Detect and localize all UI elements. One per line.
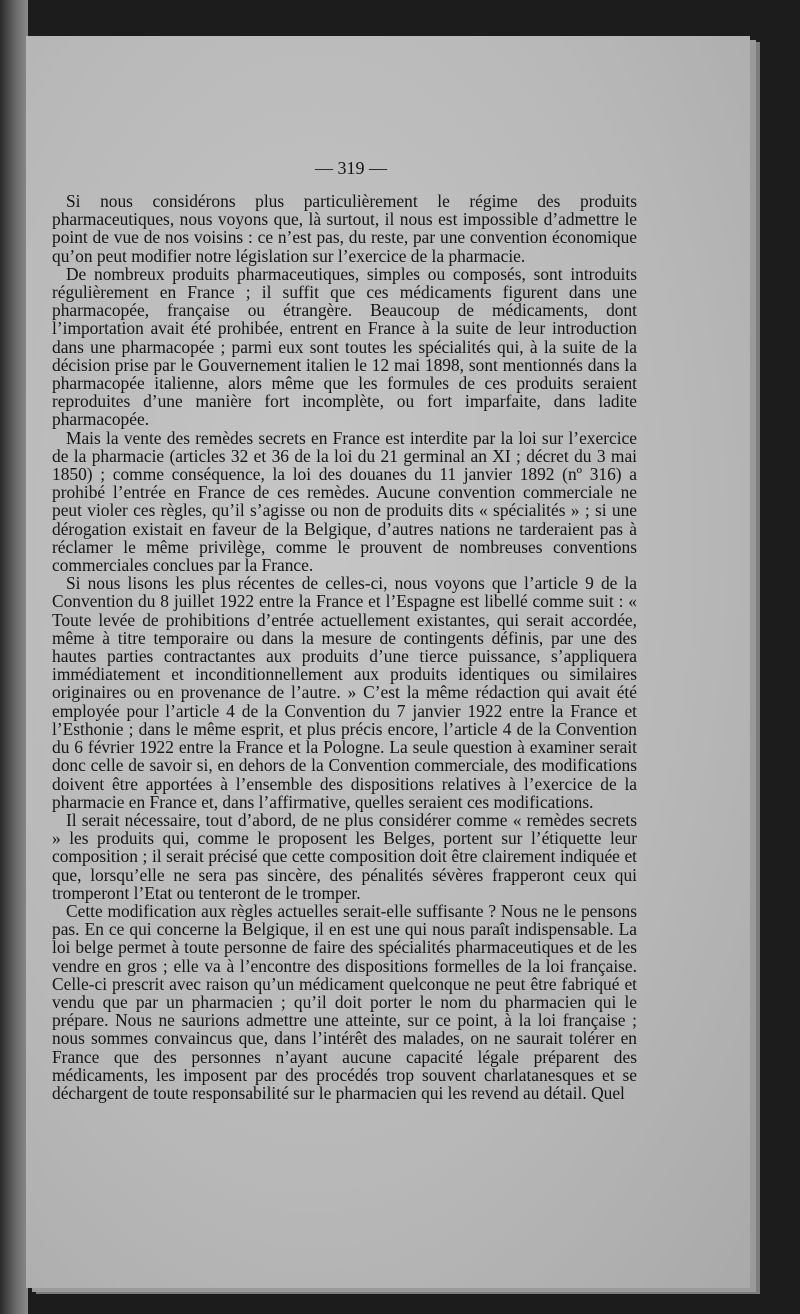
paragraph-5: Il serait nécessaire, tout d’abord, de ne plus considérer comme « remèdes secrets » les produits qui, comme le proposent les Belges, portent sur l’étiquette leur composition ; il serait précisé que cette composition doit être clairement indiquée et que, lorsqu’elle ne sera pas sincère, des pénalités sévères frapperont ceux qui tromperont l’Etat ou tenteront de le tromper. xyxy=(52,809,637,903)
paragraph-2: De nombreux produits pharmaceutiques, simples ou composés, sont introduits régulièrement en France ; il suffit que ces médicaments figurent dans une pharmacopée, française ou étrangère. Beaucoup de médicaments, dont l’importation avait été prohibée, entrent en France à la suite de leur introduction dans une pharmacopée ; parmi eux sont toutes les spécialités qui, à la suite de la décision prise par le Gouvernement italien le 12 mai 1898, sont mentionnés dans la pharmacopée italienne, alors même que les formules de ces produits seraient reproduites d’une manière fort incomplète, ou fort imparfaite, dans ladite pharmacopée. xyxy=(52,263,637,430)
paragraph-1: Si nous considérons plus particulièrement le régime des produits pharmaceutiques, nous voyons que, là surtout, il nous est impossible d’admettre le point de vue de nos voisins : ce n’est pas, du reste, par une convention économique qu’on peut modifier notre législation sur l’exercice de la pharmacie. xyxy=(52,191,637,266)
paragraph-3: Mais la vente des remèdes secrets en France est interdite par la loi sur l’exercice de la pharmacie (articles 32 et 36 de la loi du 21 germinal an XI ; décret du 3 mai 1850) ; comme conséquence, la loi des douanes du 11 janvier 1892 (nº 316) a prohibé l’entrée en France de ces remèdes. Aucune convention commerciale ne peut violer ces règles, qu’il s’agisse ou non de produits dits « spécialités » ; si une dérogation existait en faveur de la Belgique, d’autres nations ne tarderaient pas à réclamer le même privilège, comme le prouvent de nombreuses conventions commerciales conclues par la France. xyxy=(52,427,637,576)
body-text xyxy=(52,192,637,1102)
book-binding-edge xyxy=(0,0,28,1314)
document-page xyxy=(26,36,750,1288)
paragraph-4: Si nous lisons les plus récentes de celles-ci, nous voyons que l’article 9 de la Convention du 8 juillet 1922 entre la France et l’Espagne est libellé comme suit : « Toute levée de prohibitions d’entrée actuellement existantes, qui serait accordée, même à titre temporaire ou dans la mesure de contingents définis, par une des hautes parties contractantes aux produits d’une tierce puissance, s’appliquera immédiatement et inconditionnellement aux produits identiques ou similaires originaires ou en provenance de l’autre. » C’est la même rédaction qui avait été employée pour l’article 4 de la Convention du 7 janvier 1922 entre la France et l’Esthonie ; dans le même esprit, et plus précis encore, l’article 4 de la Convention du 6 février 1922 entre la France et la Pologne. La seule question à examiner serait donc celle de savoir si, en dehors de la Convention commerciale, des modifications doivent être apportées à l’ensemble des dispositions relatives à l’exercice de la pharmacie en France et, dans l’affirmative, quelles seraient ces modifications. xyxy=(52,573,637,812)
paragraph-6: Cette modification aux règles actuelles serait-elle suffisante ? Nous ne le pensons pas. En ce qui concerne la Belgique, il en est une qui nous paraît indispensable. La loi belge permet à toute personne de faire des spécialités pharmaceutiques et de les vendre en gros ; elle va à l’encontre des dispositions formelles de la loi française. Celle-ci prescrit avec raison qu’un médicament quelconque ne peut être fabriqué et vendu que par un pharmacien ; qu’il doit porter le nom du pharmacien qui le prépare. Nous ne saurions admettre une atteinte, sur ce point, à la loi française ; nous sommes convaincus que, dans l’intérêt des malades, on ne saurait tolérer en France que des personnes n’ayant aucune capacité légale préparent des médicaments, les imposent par des procédés trop souvent charlatanesques et se déchargent de toute responsabilité sur le pharmacien qui les revend au détail. Quel xyxy=(52,900,637,1103)
page-number: — 319 — xyxy=(315,158,387,178)
